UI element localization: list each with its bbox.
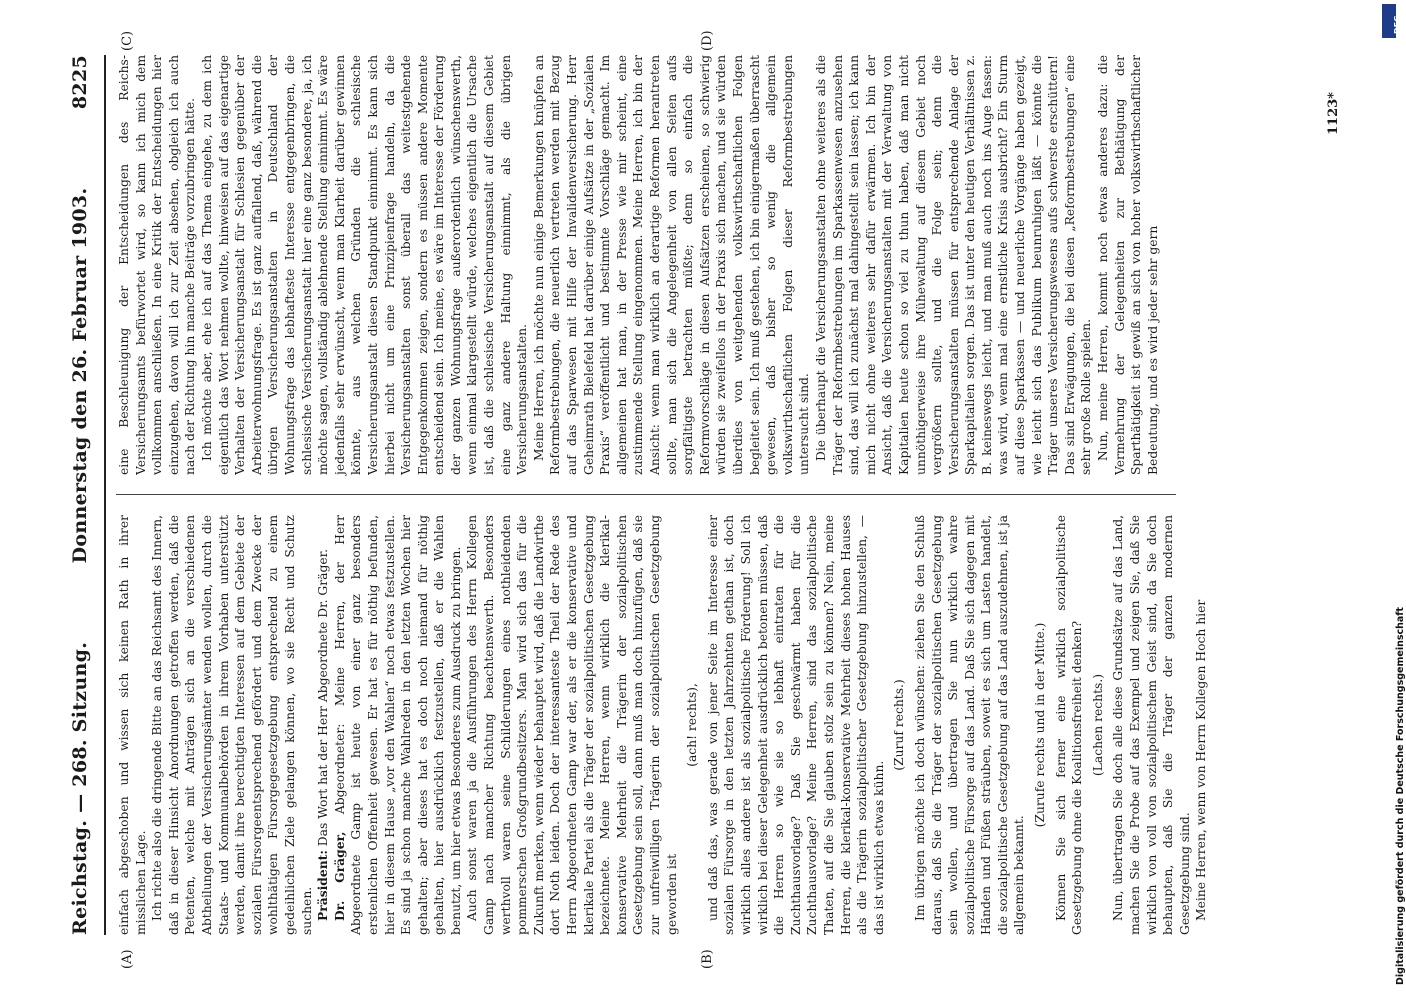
paragraph-text: Auch sonst waren ja die Ausführungen des Herrn Kollegen Gamp nach mancher Richtung beachtenswerth. Besonders werthvoll waren seine Schilderungen eines nothleidenden pommerschen Großgrundbesitzers. Man wird sich das für die Zukunft merken, wenn wieder behauptet wird, daß die Landwirthe dort Noth leiden. Doch der interessanteste Theil der Rede des Herrn Abgeordneten Gamp war der, als er die konservative und klerikale Partei als die Träger der sozialpolitischen Gesetzgebung bezeichnete. Meine Herren, wenn wirklich die klerikal-konservative Mehrheit die Trägerin der sozialpolitischen Gesetzgebung sein soll, dann muß man doch hinzufügen, daß sie zur unfreiwilligen Trägerin der sozialpolitischen Gesetzgebung geworden ist [465, 515, 679, 935]
paragraph-text: und daß das, was gerade von jener Seite im Interesse einer sozialen Fürsorge in den letzten Jahrzehnten gethan ist, doch wirklich alles andere ist als sozialpolitische Förderung! Soll ich wirklich bei dieser Gelegenheit ausdrücklich betonen müssen, daß die Herren so wie sie so lebhaft eintraten für die Zuchthausvorlage? Daß Sie geschwärmt haben für die Zuchthausvorlage? Meine Herren, sind das sozialpolitische Thaten, auf die Sie glauben stolz sein zu können? Nein, meine Herren, die klerikal-konservative Mehrheit dieses hohen Hauses als die Trägerin sozialpolitischer Gesetzgebung hinzustellen, — das ist wirklich etwas kühn. [705, 515, 886, 935]
left-paragraph [705, 515, 888, 935]
header-date: Donnerstag den 26. Februar 1903. [69, 187, 91, 564]
left-paragraph [1193, 515, 1210, 935]
credit-text: Digitalisierung gefördert durch die Deutsche Forschungsgemeinschaft [1395, 607, 1406, 985]
margin-marker-c: (C) [120, 30, 135, 51]
paragraph-text: Die überhaupt die Versicherungsanstalten ohne weiteres als die Träger der Reformbestrebungen im Sparkassenwesen anzusehen sind, das will ich zunächst mal dahingestellt sein lassen; ich kann mich nicht ohne weiteres sehr dafür erwärmen. Ich bin der Ansicht, daß die Versicherungsanstalten mit der Verwaltung von Kapitalien heute schon so viel zu thun haben, daß man nicht unnöthigerweise ihre Mühewaltung auf diesem Gebiet noch vergrößern sollte, und die Folge sein; denn die Versicherungsanstalten müssen für entsprechende Anlage der Sparkapitalien sorgen. Das ist unter den heutigen Verhältnissen z. B. keineswegs leicht, und man muß auch noch ins Auge fassen: was wird, wenn mal eine ernstliche Krisis ausbricht? Ein Sturm auf diese Sparkassen — und neuerliche Vorgänge haben gezeigt, wie leicht sich das Publikum beunruhigen läßt — könnte die Träger unseres Versicherungswesens aufs schwerste erschüttern! Das sind Erwägungen, die bei diesen „Reformbestrebungen“ eine sehr große Rolle spielen. [813, 55, 1094, 475]
paragraph-text: einfach abgeschoben und wissen sich keinen Rath in ihrer misslichen Lage. [117, 515, 148, 935]
column-divider [116, 494, 1176, 495]
header-left: Reichstag. — 268. Sitzung. [69, 641, 91, 935]
left-paragraph [116, 515, 149, 935]
paragraph-text: Abgeordneter: Meine Herren, der Herr Abgeordnete Gamp ist heute von einer ganz besonders erstenlichen Offenheit gewesen. Er hat es für nöthig befunden, hier in diesem Hause „vor den Wahlen“ noch etwas festzustellen. Es sind ja schon manche Wahlreden in den letzten Wochen hier gehalten; aber dieses hat es doch noch niemand für nöthig gehalten, hier ausdrücklich festzustellen, daß er die Wahlen benutzt, um hier etwas Besonderes zum Ausdruck zu bringen. [332, 514, 463, 935]
left-paragraph [1053, 515, 1086, 935]
margin-marker-a: (A) [120, 949, 135, 969]
paragraph-text: (ach! rechts), [685, 683, 700, 767]
right-paragraph [116, 55, 199, 475]
left-paragraph [684, 515, 701, 935]
rotated-page [60, 30, 1360, 969]
paragraph-text: (Zurufe rechts und in der Mitte.) [1033, 622, 1048, 828]
page-number: 8225 [69, 55, 91, 110]
left-paragraph [332, 515, 465, 935]
paragraph-text: (Lachen rechts.) [1090, 673, 1105, 777]
left-paragraph [464, 515, 680, 935]
margin-marker-d: (D) [700, 30, 715, 51]
sheet-number: 1123* [1326, 92, 1341, 135]
paragraph-text: Ich möchte aber, ehe ich auf das Thema eingehe, zu dem ich eigentlich das Wort nehmen wollte, hinweisen auf das eigenartige Verhalten der Versicherungsanstalt für Schlesien gegenüber der Arbeiterwohnungsfrage. Es ist ganz auffallend, daß, während die übrigen Versicherungsanstalten in Deutschland der Wohnungsfrage das lebhafteste Interesse entgegenbringen, die schlesische Versicherungsanstalt hier eine ganz besondere, ja, ich möchte sagen, vollständig ablehnende Stellung einnimmt. Es wäre jedenfalls sehr erwünscht, wenn man Klarheit darüber gewinnen könnte, aus welchen Gründen die schlesische Versicherungsanstalt diesen Standpunkt einnimmt. Es kann sich hierbei nicht um eine Prinzipienfrage handeln, da die Versicherungsanstalten sonst überall das weitestgehende Entgegenkommen zeigen, sondern es müssen andere Momente entscheidend sein. Ich meine, es wäre im Interesse der Förderung der ganzen Wohnungsfrage außerordentlich wünschenswerth, wenn einmal klargestellt würde, welches eigentlich die Ursache ist, daß die schlesische Versicherungsanstalt auf diesem Gebiet eine ganz andere Haltung einnimmt, als die übrigen Versicherungsanstalten. [199, 55, 530, 475]
left-paragraph [912, 515, 1028, 935]
left-paragraph [1110, 515, 1193, 935]
dfg-logo: DFG [1382, 4, 1396, 38]
right-paragraph [531, 55, 813, 475]
paragraph-text: eine Beschleunigung der Entscheidungen des Reichs-Versicherungsamts befürwortet wird, so kann ich mich dem vollkommen anschließen. In eine Kritik der Entscheidungen hier einzugehen, davon will ich zur Zeit absehen, obgleich ich auch nach der Richtung hin manche Beiträge vorzubringen hätte. [117, 55, 198, 475]
page-header [60, 55, 100, 935]
left-paragraph [1090, 515, 1107, 935]
paragraph-text: Meine Herren, wenn von Herrn Kollegen Hoch hier [1194, 599, 1209, 921]
left-paragraph [1032, 515, 1049, 935]
paragraph-text: (Zuruf rechts.) [892, 679, 907, 771]
paragraph-text: Das Wort hat der Herr Abgeordnete Dr. Gräger. [316, 548, 331, 851]
paragraph-text: Meine Herren, ich möchte nun einige Bemerkungen knüpfen an Reformbestrebungen, die neuerlich vertreten werden mit Bezug auf das Sparwesen mit Hilfe der Invalidenversicherung. Herr Geheimrath Bielefeld hat darüber einige Aufsätze in der „Sozialen Praxis“ veröffentlicht und bestimmte Vorschläge gemacht. Im allgemeinen hat man, in der Presse wie mir scheint, eine zustimmende Stellung eingenommen. Meine Herren, ich bin der Ansicht: wenn man wirklich an derartige Reformen herantreten sollte, man sich die Angelegenheit von allen Seiten aufs sorgfältigste betrachten müßte; denn so einfach die Reformvorschläge in diesen Aufsätzen erscheinen, so schwierig würden sie zweifellos in der Praxis sich machen, und sie würden überdies von weitgehenden volkswirthschaftlichen Folgen begleitet sein. Ich muß gestehen, ich bin einigermaßen überrascht gewesen, daß bisher so wenig die allgemein volkswirthschaftlichen Folgen dieser Reformbestrebungen untersucht sind. [531, 55, 812, 475]
paragraph-text: Können Sie sich ferner eine wirklich sozialpolitische Gesetzgebung ohne die Koalitionsfreiheit denken? [1053, 515, 1085, 935]
left-paragraph [315, 515, 332, 935]
paragraph-text: Nun, übertragen Sie doch alle diese Grundsätze auf das Land, machen Sie die Probe auf das Exempel und zeigen Sie, daß Sie wirklich von voll von sozialpolitischem Geist sind, da Sie doch behaupten, daß Sie die Träger der ganzen modernen Gesetzgebung sind. [1111, 515, 1192, 935]
speaker-name: Dr. Gräger, [331, 831, 347, 921]
paragraph-text: Nun, meine Herren, kommt noch etwas anderes dazu: die Vermehrung der Gelegenheiten zur Bethätigung der Sparthätigkeit ist gewiß an sich von hoher volkswirthschaftlicher Bedeutung, und es wird jeder sehr gern [1096, 55, 1160, 475]
left-paragraph [891, 515, 908, 935]
margin-marker-b: (B) [700, 949, 715, 969]
left-column [116, 515, 1336, 935]
paragraph-text: Ich richte also die dringende Bitte an das Reichsamt des Innern, daß in dieser Hinsicht Anordnungen getroffen werden, daß die Petenten, welche mit Anträgen sich an die verschiedenen Abtheilungen der Versicherungsämter wenden wollen, durch die Staats- und Kommunalbehörden in ihrem Vorhaben unterstützt werden, damit ihre berechtigten Interessen auf dem Gebiete der sozialen Fürsorgeentsprechend gefördert und dem Zwecke der wohlthätigen Fürsorgegesetzgebung entsprechend zu einem gedeihlichen Ziele gelangen können, wo sie Recht und Schutz suchen. [150, 515, 314, 935]
credit-strip [1381, 0, 1406, 1000]
right-paragraph [813, 55, 1095, 475]
paragraph-text: Im übrigen möchte ich doch wünschen: ziehen Sie den Schluß daraus, daß Sie die Träger der sozialpolitischen Gesetzgebung sein wollen, und übertragen Sie nun wirklich wahre sozialpolitische Fürsorge auf das Land. Daß Sie sich dagegen mit Händen und Füßen sträuben, soweit es sich um Lasten handelt, die sozialpolitische Gesetzgebung auf das Land auszudehnen, ist ja allgemein bekannt. [912, 515, 1027, 935]
right-paragraph [199, 55, 531, 475]
header-rule [104, 55, 106, 935]
left-paragraph [149, 515, 315, 935]
right-column [116, 55, 1336, 475]
right-paragraph [1095, 55, 1161, 475]
speaker-name: Präsident: [315, 850, 331, 921]
